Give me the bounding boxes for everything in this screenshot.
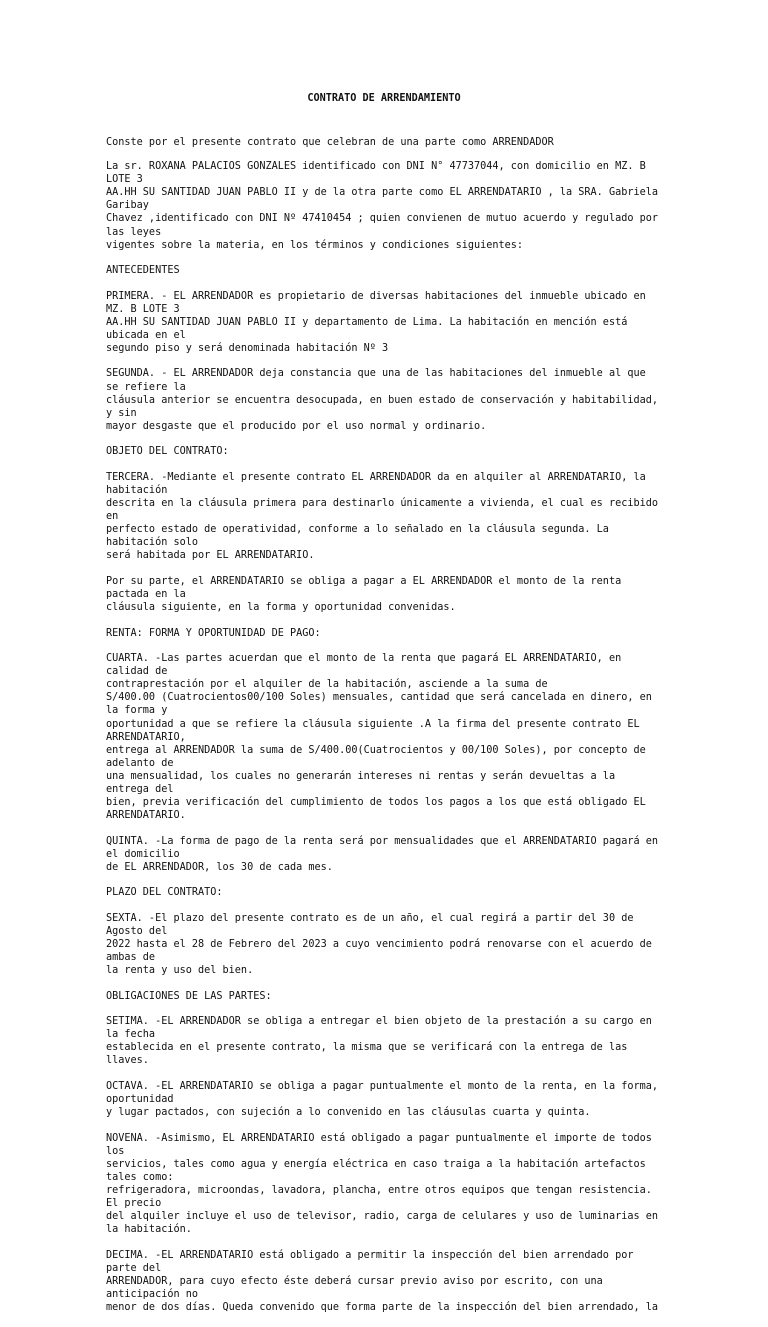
- section-heading-antecedentes: ANTECEDENTES: [106, 265, 180, 277]
- clause-primera: PRIMERA. - EL ARRENDADOR es propietario de diversas habitaciones del inmueble ubicado en MZ. B LOTE 3 AA.HH SU SANTIDAD JUAN PABLO II y departamento de Lima. La habitación en mención está ubicada en el segundo piso y será denominada habitación Nº 3: [106, 290, 646, 354]
- clause-tercera: TERCERA. -Mediante el presente contrato EL ARRENDADOR da en alquiler al ARRENDATARIO, la habitación descrita en la cláusula primera para destinarlo únicamente a vivienda, el cual es recibido en perfecto estado de operatividad, conforme a lo señalado en la cláusula segunda. La habitación solo será habitada por EL ARRENDATARIO.: [106, 471, 659, 562]
- section-heading-obligaciones: OBLIGACIONES DE LAS PARTES:: [106, 990, 272, 1002]
- clause-setima: SETIMA. -EL ARRENDADOR se obliga a entregar el bien objeto de la prestación a su cargo en la fecha establecida en el presente contrato, la misma que se verificará con la entrega de las llaves.: [106, 1016, 652, 1067]
- clause-novena: NOVENA. -Asimismo, EL ARRENDATARIO está obligado a pagar puntualmente el importe de todos los servicios, tales como agua y energía eléctrica en caso traiga a la habitación artefactos tales como: refrigeradora, microondas, lavadora, plancha, entre otros equipos que tengan resistencia. El precio del alquiler incluye el uso de televisor, radio, carga de celulares y uso de luminarias en la habitación.: [106, 1132, 659, 1236]
- section-heading-renta: RENTA: FORMA Y OPORTUNIDAD DE PAGO:: [106, 627, 321, 639]
- section-heading-plazo: PLAZO DEL CONTRATO:: [106, 887, 223, 899]
- clause-segunda: SEGUNDA. - EL ARRENDADOR deja constancia que una de las habitaciones del inmueble al que se refiere la cláusula anterior se encuentra desocupada, en buen estado de conservación y habitabilidad, y sin mayor desgaste que el producido por el uso normal y ordinario.: [106, 368, 659, 432]
- clause-cuarta: CUARTA. -Las partes acuerdan que el monto de la renta que pagará EL ARRENDATARIO, en calidad de contraprestación por el alquiler de la habitación, asciende a la suma de S/400.00 (Cuatrocientos00/100 Soles) mensuales, cantidad que será cancelada en dinero, en la forma y oportunidad a que se refiere la cláusula siguiente .A la firma del presente contrato EL ARRENDATARIO, entrega al ARRENDADOR la suma de S/400.00(Cuatrocientos y 00/100 Soles), por concepto de adelanto de una mensualidad, los cuales no generarán intereses ni rentas y serán devueltas a la entrega del bien, previa verificación del cumplimiento de todos los pagos a los que está obligado EL ARRENDATARIO.: [106, 653, 652, 822]
- clause-decima: DECIMA. -EL ARRENDATARIO está obligado a permitir la inspección del bien arrendado por parte del ARRENDADOR, para cuyo efecto éste deberá cursar previo aviso por escrito, con una anticipación no menor de dos días. Queda convenido que forma parte de la inspección del bien arrendado, la: [106, 1249, 659, 1314]
- document-title: CONTRATO DE ARRENDAMIENTO: [307, 93, 461, 104]
- document-body: [106, 136, 662, 1327]
- paragraph-por-su-parte: Por su parte, el ARRENDATARIO se obliga a pagar a EL ARRENDADOR el monto de la renta pactada en la cláusula siguiente, en la forma y oportunidad convenidas.: [106, 575, 622, 614]
- clause-octava: OCTAVA. -EL ARRENDATARIO se obliga a pagar puntualmente el monto de la renta, en la forma, oportunidad y lugar pactados, con sujeción a lo convenido en las cláusulas cuarta y quinta.: [106, 1080, 659, 1119]
- paragraph-intro: Conste por el presente contrato que celebran de una parte como ARRENDADOR: [106, 137, 554, 148]
- clause-sexta: SEXTA. -El plazo del presente contrato es de un año, el cual regirá a partir del 30 de Agosto del 2022 hasta el 28 de Febrero del 2023 a cuyo vencimiento podrá renovarse con el acuerdo de ambas de la renta y uso del bien.: [106, 912, 652, 977]
- paragraph-parties: La sr. ROXANA PALACIOS GONZALES identificado con DNI N° 47737044, con domicilio en MZ. B LOTE 3 AA.HH SU SANTIDAD JUAN PABLO II y de la otra parte como EL ARRENDATARIO , la SRA. Gabriela Garibay Chavez ,identificado con DNI Nº 47410454 ; quien convienen de mutuo acuerdo y regulado por las leyes vigentes sobre la materia, en los términos y condiciones siguientes:: [106, 161, 659, 251]
- section-heading-objeto: OBJETO DEL CONTRATO:: [106, 446, 229, 458]
- clause-quinta: QUINTA. -La forma de pago de la renta será por mensualidades que el ARRENDATARIO pagará en el domicilio de EL ARRENDADOR, los 30 de cada mes.: [106, 835, 659, 873]
